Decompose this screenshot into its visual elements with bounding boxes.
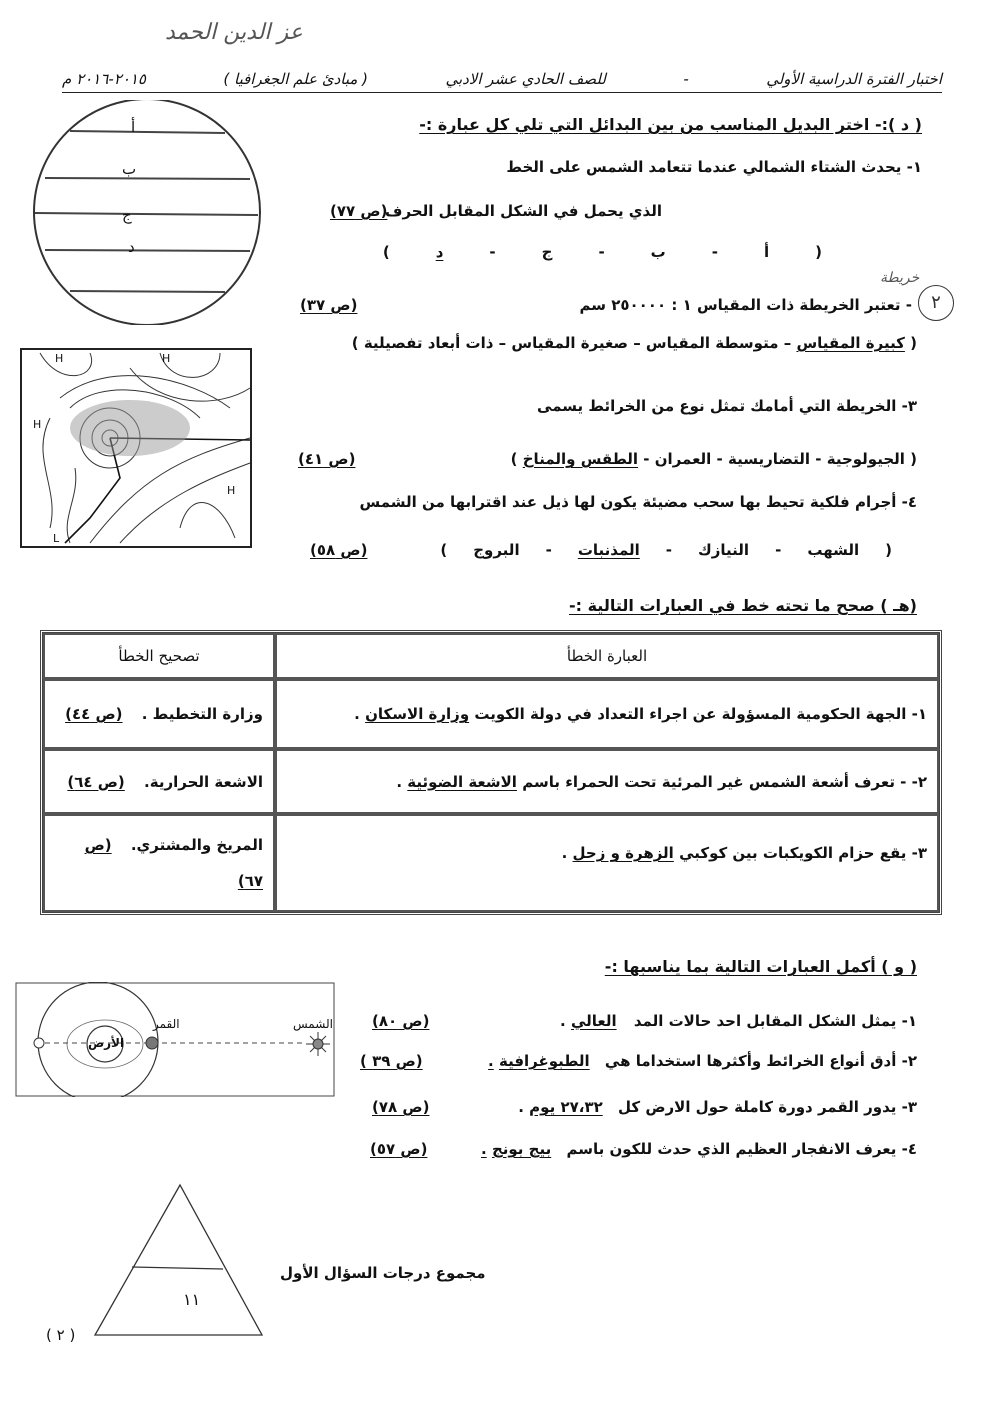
globe-label-j: ج [122, 206, 132, 224]
q1-line1: ١- يحدث الشتاء الشمالي عندما تتعامد الشمس على الخط [506, 158, 922, 176]
fill-answer-4[interactable]: بيج بونج [491, 1140, 552, 1158]
table-row [43, 814, 939, 912]
table-header-row [43, 633, 939, 679]
diagram-label-sun: الشمس [293, 1017, 333, 1031]
exam-period: اختبار الفترة الدراسية الأولي [766, 70, 942, 88]
row1-page-ref: (ص ٤٤) [65, 705, 123, 723]
exam-title [62, 70, 942, 93]
paren: ( [815, 243, 822, 261]
q2-page-ref: (ص ٣٧) [300, 296, 358, 314]
map-high-1: H [55, 352, 64, 365]
row3-underlined: الزهرة و زحل [572, 844, 674, 862]
page-number: ( ٢ ) [46, 1326, 76, 1344]
row1-underlined: وزارة الاسكان [365, 705, 470, 723]
fill-item-1: ١- يمثل الشكل المقابل احد حالات المد العالي . [560, 1012, 917, 1030]
q3-option-2[interactable]: التضاريسية [728, 450, 811, 468]
map-high-2: H [162, 352, 171, 365]
q2-option-2[interactable]: متوسطة المقياس [645, 334, 779, 352]
q2-text: - تعتبر الخريطة ذات المقياس ١ : ٢٥٠٠٠٠ سم [579, 296, 912, 314]
row3-page-ref: (ص ٦٧) [84, 836, 263, 890]
tide-diagram [15, 982, 335, 1097]
row2-underlined: الاشعة الضوئية [407, 772, 517, 791]
q2-option-3[interactable]: صغيرة المقياس [511, 334, 628, 352]
q3-page-ref: (ص ٤١) [298, 450, 356, 468]
q4-options: ( الشهب - النيازك - المذنبات - البروج ) [440, 541, 892, 559]
row1-statement: ١- الجهة الحكومية المسؤولة عن اجراء التعداد في دولة الكويت وزارة الاسكان . [275, 679, 939, 749]
fill-ref-2: (ص ٣٩ ) [360, 1052, 423, 1070]
fill-ref-4: (ص ٥٧) [370, 1140, 428, 1158]
globe-latitude-diagram [30, 100, 270, 325]
row3-correction[interactable]: المريخ والمشتري. (ص ٦٧) [43, 814, 275, 912]
q3-option-4-answer[interactable]: الطقس والمناخ [522, 450, 639, 468]
globe-label-a: أ [131, 118, 136, 136]
row2-correction[interactable]: الاشعة الحرارية. (ص ٦٤) [43, 749, 275, 814]
sep: - [489, 243, 496, 261]
diagram-label-moon: القمر [153, 1017, 180, 1031]
section-h-heading: (هـ ) صحح ما تحته خط في العبارات التالية :- [568, 596, 917, 615]
q1-options [383, 243, 822, 261]
q2-options: ( كبيرة المقياس – متوسطة المقياس – صغيرة المقياس – ذات أبعاد تفصيلية ) [351, 334, 917, 352]
q1-page-ref: (ص ٧٧) [330, 202, 388, 220]
fill-item-2: ٢- أدق أنواع الخرائط وأكثرها استخداما هي الطبوغرافية . [488, 1052, 917, 1070]
q4-page-ref: (ص ٥٨) [310, 541, 368, 559]
score-triangle [90, 1180, 270, 1340]
fill-answer-3[interactable]: ٢٧،٣٢ يوم [529, 1098, 603, 1116]
col-wrong-statement: العبارة الخطأ [275, 633, 939, 679]
q4-option-4[interactable]: البروج [473, 541, 520, 559]
globe-label-d: د [128, 238, 135, 256]
col-correction: تصحيح الخطأ [43, 633, 275, 679]
handwritten-name: عز الدين الحمد [165, 20, 303, 45]
weather-map-image [20, 348, 252, 548]
q4-option-2[interactable]: النيازك [698, 541, 750, 559]
q4-option-3-answer[interactable]: المذنبات [577, 541, 640, 559]
sep: - [598, 243, 605, 261]
sep: - [711, 243, 718, 261]
total-score: ١١ [183, 1290, 201, 1309]
fill-ref-1: (ص ٨٠) [372, 1012, 430, 1030]
exam-grade: للصف الحادي عشر الادبي [445, 70, 606, 88]
q1-option-d-answer[interactable]: د [435, 243, 444, 261]
q2-option-4[interactable]: ذات أبعاد تفصيلية [363, 334, 494, 352]
map-high-3: H [33, 418, 42, 431]
fill-answer-2[interactable]: الطبوغرافية [498, 1052, 590, 1070]
row3-statement: ٣- يقع حزام الكويكبات بين كوكبي الزهرة و زحل . [275, 814, 939, 912]
q2-grading-mark: ٢ [918, 285, 954, 321]
fill-item-4: ٤- يعرف الانفجار العظيم الذي حدث للكون باسم بيج بونج . [481, 1140, 917, 1158]
q3-text: ٣- الخريطة التي أمامك تمثل نوع من الخرائط يسمى [537, 397, 917, 415]
diagram-label-earth: الأرض [88, 1036, 125, 1050]
exam-year: ٢٠١٥-٢٠١٦ م [62, 70, 146, 88]
total-score-label: مجموع درجات السؤال الأول [280, 1264, 486, 1282]
map-low-1: L [53, 532, 60, 545]
row1-correction[interactable]: وزارة التخطيط . (ص ٤٤) [43, 679, 275, 749]
q1-line2: الذي يحمل في الشكل المقابل الحرف [385, 202, 662, 220]
fill-ref-3: (ص ٧٨) [372, 1098, 430, 1116]
map-high-4: H [227, 484, 236, 497]
globe-label-b: ب [122, 160, 137, 178]
table-row [43, 679, 939, 749]
q3-option-1[interactable]: الجيولوجية [826, 450, 905, 468]
q3-options: ( الجيولوجية - التضاريسية - العمران - الطقس والمناخ ) [510, 450, 917, 468]
q1-option-b[interactable]: ب [650, 243, 666, 261]
q2-handwritten-note: خريطة [880, 270, 920, 286]
q4-option-1[interactable]: الشهب [807, 541, 860, 559]
section-w-heading: ( و ) أكمل العبارات التالية بما يناسبها :- [604, 957, 917, 976]
table-row [43, 749, 939, 814]
title-dash: - [683, 70, 689, 88]
fill-item-3: ٣- يدور القمر دورة كاملة حول الارض كل ٢٧،٣٢ يوم . [518, 1098, 917, 1116]
paren: ) [382, 243, 390, 261]
row2-statement: ٢- - تعرف أشعة الشمس غير المرئية تحت الحمراء باسم الاشعة الضوئية . [275, 749, 939, 814]
q2-option-1-answer[interactable]: كبيرة المقياس [796, 334, 905, 352]
section-d-heading: ( د ):- اختر البديل المناسب من بين البدائل التي تلي كل عبارة :- [419, 115, 922, 134]
row2-page-ref: (ص ٦٤) [67, 772, 125, 791]
q3-option-3[interactable]: العمران [654, 450, 712, 468]
correction-table [40, 630, 942, 915]
q1-option-a[interactable]: أ [763, 243, 770, 261]
q1-option-j[interactable]: ج [541, 243, 553, 261]
fill-answer-1[interactable]: العالي [570, 1012, 617, 1030]
exam-subject: ( مبادئ علم الجغرافيا ) [223, 70, 369, 88]
q4-text: ٤- أجرام فلكية تحيط بها سحب مضيئة يكون لها ذيل عند اقترابها من الشمس [359, 493, 917, 511]
